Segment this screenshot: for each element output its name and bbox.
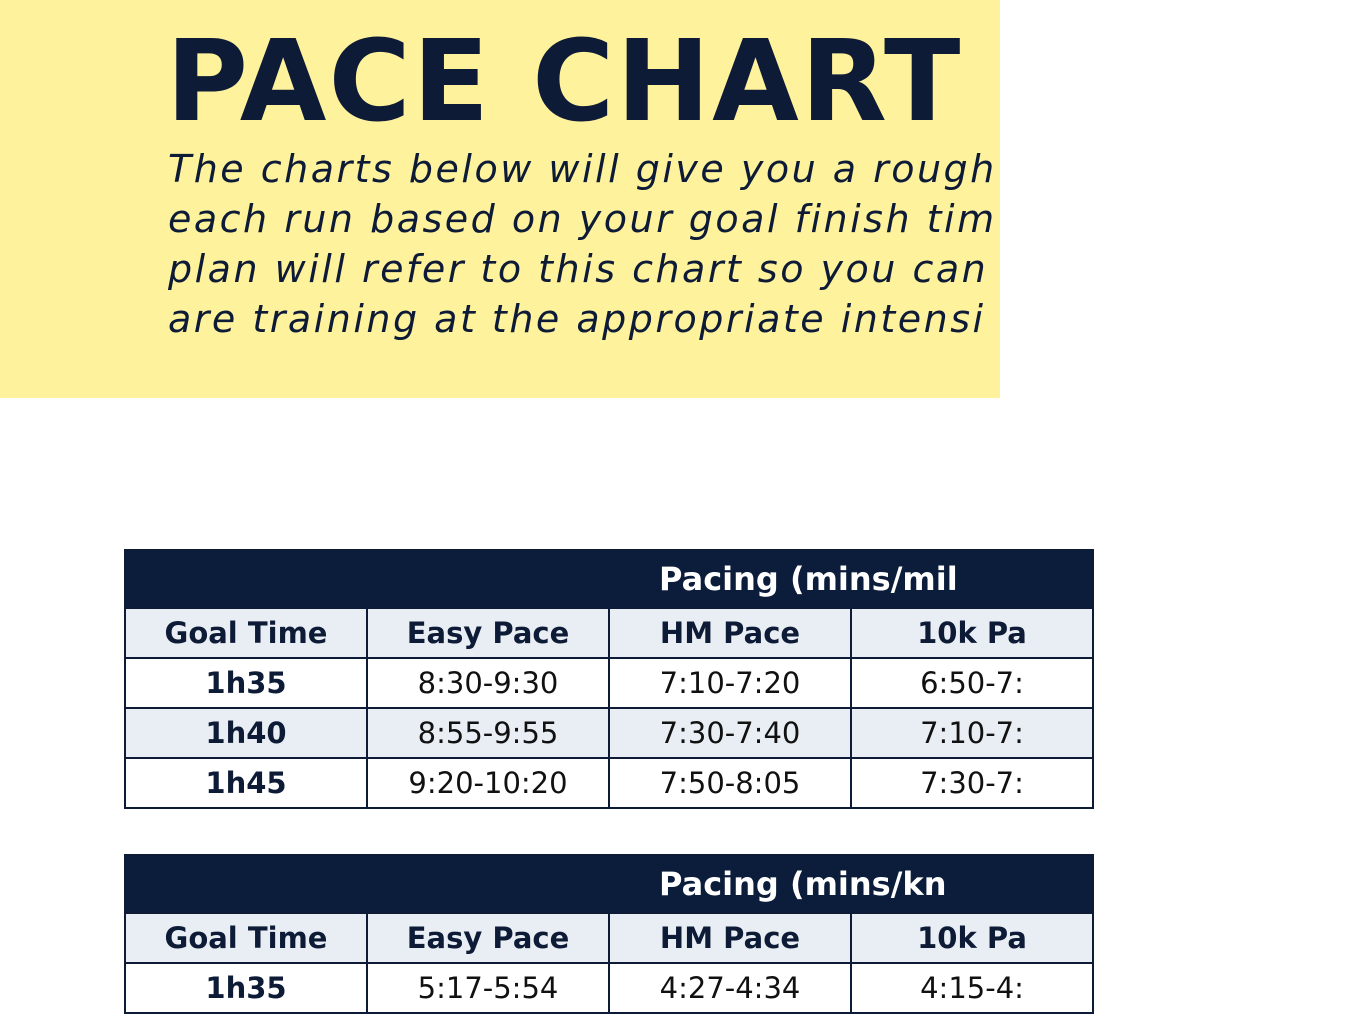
table-row — [125, 708, 1093, 758]
page-title: PACE CHART — [166, 17, 963, 147]
intro-text — [168, 144, 1368, 344]
cell-goal-time: 1h45 — [125, 758, 367, 808]
intro-line-2: each run based on your goal finish tim — [168, 197, 997, 241]
pace-table-miles — [124, 549, 1094, 809]
table-unit-header — [125, 550, 1093, 608]
column-header-easy-pace: Easy Pace — [367, 608, 609, 658]
intro-line-4: are training at the appropriate intensi — [168, 297, 986, 341]
column-header-10k-pace: 10k Pa — [851, 608, 1093, 658]
cell-easy-pace: 5:17-5:54 — [367, 963, 609, 1013]
cell-hm-pace: 7:10-7:20 — [609, 658, 851, 708]
cell-hm-pace: 7:30-7:40 — [609, 708, 851, 758]
intro-line-1: The charts below will give you a rough — [168, 147, 997, 191]
table-unit-header — [125, 855, 1093, 913]
header-banner — [0, 0, 1000, 398]
cell-goal-time: 1h40 — [125, 708, 367, 758]
column-header-goal-time: Goal Time — [125, 608, 367, 658]
cell-hm-pace: 7:50-8:05 — [609, 758, 851, 808]
cell-10k-pace: 4:15-4: — [851, 963, 1093, 1013]
table-unit-title: Pacing (mins/mil — [125, 550, 1093, 608]
table-column-headers — [125, 913, 1093, 963]
cell-easy-pace: 9:20-10:20 — [367, 758, 609, 808]
cell-10k-pace: 7:30-7: — [851, 758, 1093, 808]
cell-goal-time: 1h35 — [125, 963, 367, 1013]
table-row — [125, 658, 1093, 708]
column-header-hm-pace: HM Pace — [609, 913, 851, 963]
cell-10k-pace: 7:10-7: — [851, 708, 1093, 758]
pace-table-km — [124, 854, 1094, 1014]
cell-easy-pace: 8:55-9:55 — [367, 708, 609, 758]
cell-easy-pace: 8:30-9:30 — [367, 658, 609, 708]
table-row — [125, 963, 1093, 1013]
table-row — [125, 758, 1093, 808]
cell-10k-pace: 6:50-7: — [851, 658, 1093, 708]
column-header-goal-time: Goal Time — [125, 913, 367, 963]
table-column-headers — [125, 608, 1093, 658]
column-header-hm-pace: HM Pace — [609, 608, 851, 658]
cell-goal-time: 1h35 — [125, 658, 367, 708]
column-header-easy-pace: Easy Pace — [367, 913, 609, 963]
table-unit-title: Pacing (mins/kn — [125, 855, 1093, 913]
intro-line-3: plan will refer to this chart so you can — [168, 247, 989, 291]
cell-hm-pace: 4:27-4:34 — [609, 963, 851, 1013]
column-header-10k-pace: 10k Pa — [851, 913, 1093, 963]
